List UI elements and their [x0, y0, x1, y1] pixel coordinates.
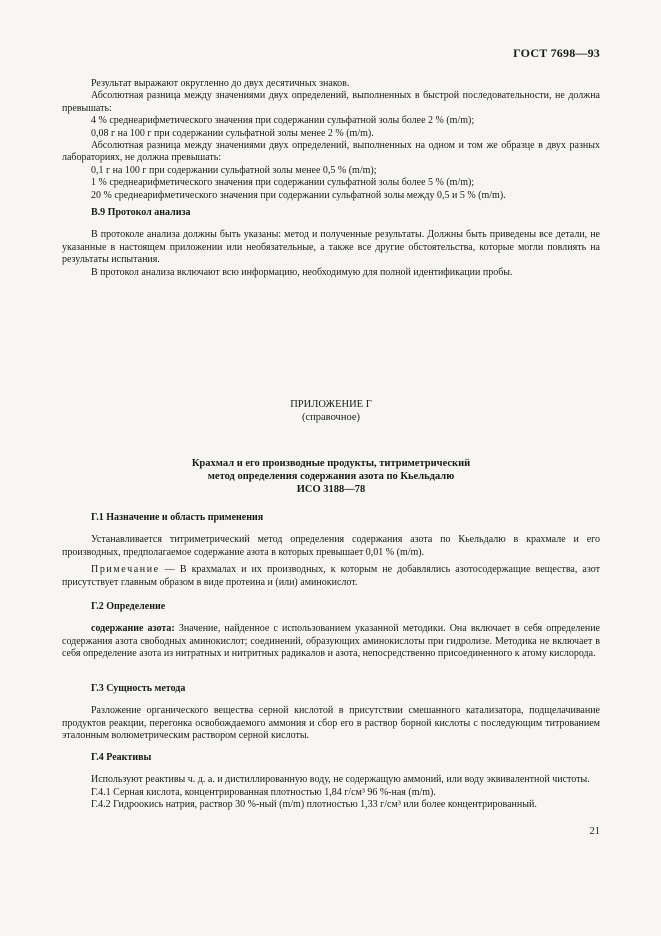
defined-term: содержание азота:: [91, 623, 175, 635]
section-g4: [62, 752, 600, 812]
paragraph: Разложение органического вещества серной кислотой в присутствии смешанного катализатора, подщелачивание продуктов реакции, перегонка освобождаемого аммония и сбор его в раствор борной кислоты с последующим титрованием эталонным волюметрическим раствором серной кислоты.: [62, 705, 600, 742]
section-g3: [62, 683, 600, 743]
paragraph: В протокол анализа включают всю информацию, необходимую для полной идентификации пробы.: [91, 266, 513, 278]
section-title: Г.2 Определение: [91, 601, 166, 612]
section-title: В.9 Протокол анализа: [91, 207, 191, 218]
title-line: Крахмал и его производные продукты, титриметрический: [191, 458, 471, 469]
appendix-name: ПРИЛОЖЕНИЕ Г: [290, 399, 372, 410]
note-label: Примечание: [91, 564, 160, 576]
page-number: 21: [589, 826, 600, 837]
note: [62, 564, 600, 589]
paragraph: Результат выражают округленно до двух десятичных знаков.: [91, 78, 350, 89]
title-line: ИСО 3188—78: [296, 484, 366, 495]
title-line: метод определения содержания азота по Кьельдалю: [207, 471, 455, 482]
section-title: Г.3 Сущность метода: [91, 683, 186, 694]
paragraph: [62, 623, 600, 660]
paragraph: 0,1 г на 100 г при содержании сульфатной золы менее 0,5 % (m/m);: [91, 164, 377, 176]
paragraph: 20 % среднеарифметического значения при содержании сульфатной золы между 0,5 и 5 % (m/m).: [91, 189, 506, 201]
paragraph: 0,08 г на 100 г при содержании сульфатной золы менее 2 % (m/m).: [91, 127, 374, 139]
results-precision-block: [62, 78, 600, 202]
appendix-kind: (справочное): [302, 412, 360, 423]
section-title: Г.1 Назначение и область применения: [91, 512, 264, 523]
paragraph: Устанавливается титриметрический метод определения содержания азота по Кьельдалю в крахмале и его производных, предполагаемое содержание азота в которых превышает 0,01 % (m/m).: [62, 534, 600, 558]
paragraph: 4 % среднеарифметического значения при содержании сульфатной золы более 2 % (m/m);: [91, 115, 475, 127]
appendix-heading: [62, 398, 600, 424]
definition-text: Значение, найденное с использованием указанной методики. Она включает в себя определение содержания азота свободных аминокислот; соединений, образующих аминокислоты при гидролизе. Методика не включает в себя определение азота из нитратных и нитритных радикалов и азота, непосредственно присоединенного к атому кислорода.: [62, 623, 600, 660]
section-b9: [62, 207, 600, 279]
paragraph: В протоколе анализа должны быть указаны: метод и полученные результаты. Должны быть приведены все детали, не указанные в настоящем приложении или необязательные, а также все другие обстоятельства, которые могли повлиять на результаты испытания.: [62, 229, 600, 266]
appendix-title: [62, 457, 600, 496]
section-g1: [62, 512, 600, 589]
note-text: — В крахмалах и их производных, к которым не добавлялись азотосодержащие вещества, азот присутствует главным образом в виде протеина и (или) аминокислот.: [62, 564, 600, 588]
paragraph: Используют реактивы ч. д. а. и дистиллированную воду, не содержащую аммоний, или воду эквивалентной чистоты.: [91, 774, 590, 786]
section-title: Г.4 Реактивы: [91, 752, 152, 763]
standard-header: ГОСТ 7698—93: [513, 46, 600, 60]
section-g2: [62, 601, 600, 661]
paragraph: Г.4.2 Гидроокись натрия, раствор 30 %-ный (m/m) плотностью 1,33 г/см³ или более концентрированный.: [91, 799, 537, 811]
paragraph: Г.4.1 Серная кислота, концентрированная плотностью 1,84 г/см³ 96 %-ная (m/m).: [91, 786, 436, 798]
paragraph: Абсолютная разница между значениями двух определений, выполненных на одном и том же образце в двух разных лабораториях, не должна превышать:: [62, 140, 600, 164]
paragraph: Абсолютная разница между значениями двух определений, выполненных в быстрой последовательности, не должна превышать:: [62, 90, 600, 114]
paragraph: 1 % среднеарифметического значения при содержании сульфатной золы более 5 % (m/m);: [91, 177, 475, 189]
